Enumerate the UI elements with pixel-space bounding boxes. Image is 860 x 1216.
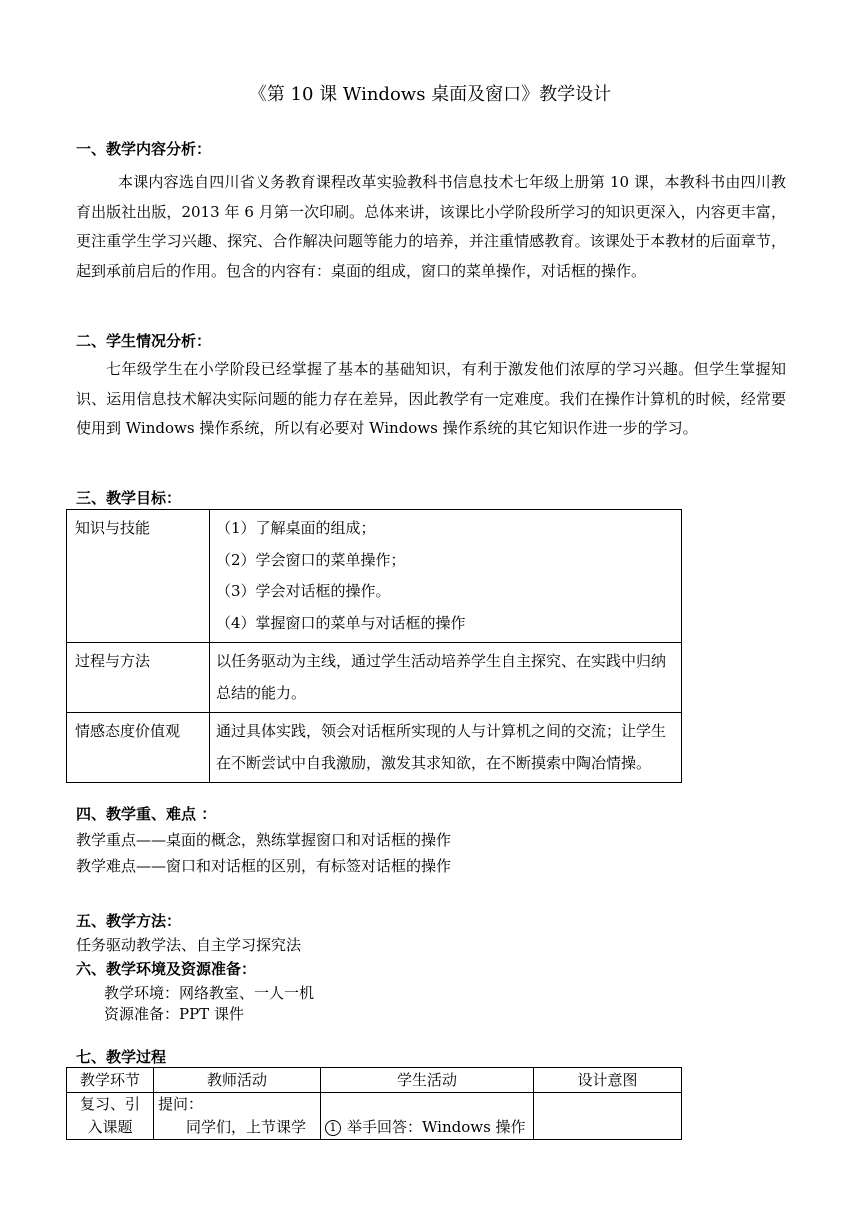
objective-label: 过程与方法 [67, 643, 210, 713]
section1-paragraph: 本课内容选自四川省义务教育课程改革实验教科书信息技术七年级上册第 10 课，本教科书由四川教育出版社出版，2013 年 6 月第一次印刷。总体来讲，该课比小学阶段所学习的知识更深入，内容更丰富，更注重学生学习兴趣、探究、合作解决问题等能力的培养，并注重情感教育。该课处于本教材的后面章节，起到承前启后的作用。包含的内容有：桌面的组成，窗口的菜单操作，对话框的操作。 [76, 173, 786, 280]
environment-line: 教学环境：网络教室、一人一机 [104, 984, 315, 1002]
key-point-line: 教学重点——桌面的概念，熟练掌握窗口和对话框的操作 [76, 831, 452, 849]
column-header: 设计意图 [534, 1068, 682, 1093]
section5-heading: 五、教学方法： [76, 912, 182, 930]
teacher-line: 同学们，上节课学 [186, 1118, 307, 1136]
section1-heading: 一、教学内容分析： [76, 140, 212, 158]
objective-line: （4）掌握窗口的菜单与对话框的操作 [216, 613, 466, 632]
student-line: 举手回答：Windows 操作 [347, 1118, 526, 1136]
section3-heading: 三、教学目标： [76, 489, 182, 507]
intent-cell [534, 1093, 682, 1140]
objective-content [210, 510, 682, 643]
column-header: 教师活动 [154, 1068, 321, 1093]
table-row [67, 713, 682, 783]
teacher-line: 提问： [158, 1095, 204, 1113]
section2-paragraph: 七年级学生在小学阶段已经掌握了基本的基础知识，有利于激发他们浓厚的学习兴趣。但学生掌握知识、运用信息技术解决实际问题的能力存在差异，因此教学有一定难度。我们在操作计算机的时候，经常要使用到 Windows 操作系统，所以有必要对 Windows 操作系统的其它知识作进一步的学习。 [76, 360, 786, 437]
stage-cell: 复习、引入课题 [67, 1093, 154, 1140]
objectives-table [66, 509, 682, 783]
table-header-row [67, 1068, 682, 1093]
difficulty-line: 教学难点——窗口和对话框的区别，有标签对话框的操作 [76, 857, 452, 875]
objective-content: 通过具体实践，领会对话框所实现的人与计算机之间的交流；让学生在不断尝试中自我激励，激发其求知欲，在不断摸索中陶冶情操。 [210, 713, 682, 783]
objective-line: （3）学会对话框的操作。 [216, 582, 391, 600]
objective-line: （1）了解桌面的组成； [216, 519, 376, 537]
section4-heading: 四、教学重、难点 ： [76, 805, 217, 823]
process-table [66, 1067, 682, 1140]
method-line: 任务驱动教学法、自主学习探究法 [76, 936, 302, 954]
objective-content: 以任务驱动为主线，通过学生活动培养学生自主探究、在实践中归纳总结的能力。 [210, 643, 682, 713]
section7-heading: 七、教学过程 [76, 1048, 167, 1066]
objective-label: 情感态度价值观 [67, 713, 210, 783]
student-cell [321, 1093, 534, 1140]
table-row [67, 643, 682, 713]
objective-label: 知识与技能 [67, 510, 210, 643]
column-header: 教学环节 [67, 1068, 154, 1093]
table-row [67, 510, 682, 643]
objective-line: （2）学会窗口的菜单操作； [216, 550, 406, 569]
circled-number: 1 [325, 1120, 341, 1136]
resource-line: 资源准备：PPT 课件 [104, 1005, 244, 1023]
section2-heading: 二、学生情况分析： [76, 332, 212, 350]
document-title: 《第 10 课 Windows 桌面及窗口》教学设计 [248, 84, 612, 105]
column-header: 学生活动 [321, 1068, 534, 1093]
table-row [67, 1093, 682, 1140]
section6-heading: 六、教学环境及资源准备： [76, 960, 257, 978]
teacher-cell [154, 1093, 321, 1140]
